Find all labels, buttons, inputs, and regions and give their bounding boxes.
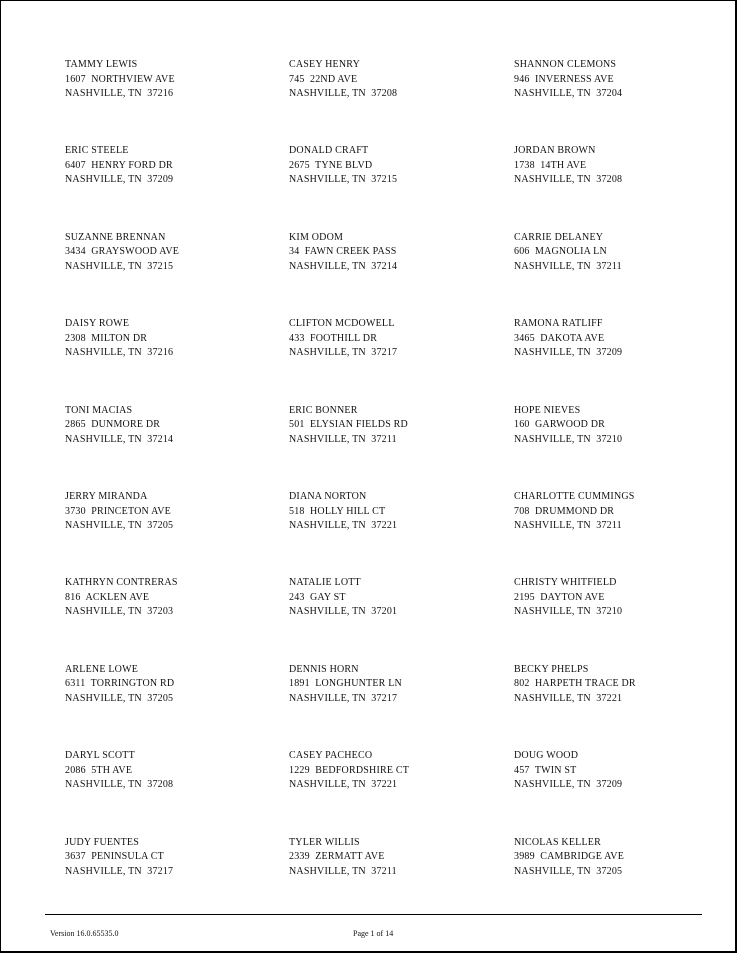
- label-name: ERIC STEELE: [65, 145, 129, 157]
- label-city: NASHVILLE, TN 37211: [514, 520, 622, 531]
- label-street: 1738 14TH AVE: [514, 159, 587, 171]
- address-label: [514, 576, 622, 620]
- label-name: DARYL SCOTT: [65, 750, 135, 762]
- label-name: JORDAN BROWN: [514, 145, 596, 157]
- label-name: CLIFTON MCDOWELL: [289, 318, 395, 330]
- address-label: [514, 317, 622, 361]
- footer-page-number: Page 1 of 14: [353, 929, 394, 938]
- label-name: NATALIE LOTT: [289, 577, 361, 589]
- address-label: [514, 58, 622, 102]
- label-street: 3730 PRINCETON AVE: [65, 505, 171, 517]
- label-city: NASHVILLE, TN 37203: [65, 606, 174, 618]
- label-street: 1891 LONGHUNTER LN: [289, 678, 402, 690]
- label-street: 501 ELYSIAN FIELDS RD: [289, 419, 408, 431]
- label-city: NASHVILLE, TN 37211: [514, 260, 622, 272]
- label-name: CHRISTY WHITFIELD: [514, 577, 617, 589]
- address-label: [289, 58, 397, 102]
- label-street: 34 FAWN CREEK PASS: [289, 246, 397, 258]
- label-city: NASHVILLE, TN 37210: [514, 433, 623, 445]
- address-label: [289, 576, 397, 620]
- label-city: NASHVILLE, TN 37221: [289, 779, 398, 791]
- label-street: 1229 BEDFORDSHIRE CT: [289, 764, 410, 776]
- label-city: NASHVILLE, TN 37221: [514, 692, 623, 704]
- label-street: 3637 PENINSULA CT: [65, 851, 164, 863]
- label-street: 3989 CAMBRIDGE AVE: [514, 851, 625, 863]
- label-street: 745 22ND AVE: [289, 73, 358, 85]
- label-street: 457 TWIN ST: [514, 764, 577, 776]
- label-name: NICOLAS KELLER: [514, 836, 601, 848]
- label-city: NASHVILLE, TN 37217: [65, 865, 174, 877]
- label-city: NASHVILLE, TN 37209: [514, 779, 623, 791]
- label-street: 2675 TYNE BLVD: [289, 159, 373, 171]
- label-street: 946 INVERNESS AVE: [514, 73, 614, 85]
- label-city: NASHVILLE, TN 37221: [289, 520, 398, 531]
- address-label: [65, 231, 179, 275]
- mailing-labels-grid: [1, 1, 735, 951]
- label-city: NASHVILLE, TN 37205: [514, 865, 623, 877]
- address-label: [514, 144, 622, 188]
- label-name: DOUG WOOD: [514, 750, 579, 762]
- label-city: NASHVILLE, TN 37216: [65, 88, 174, 99]
- label-name: DONALD CRAFT: [289, 145, 369, 157]
- address-label: [289, 231, 397, 275]
- label-name: TYLER WILLIS: [289, 836, 360, 848]
- label-name: CARRIE DELANEY: [514, 231, 604, 243]
- label-street: 816 ACKLEN AVE: [65, 591, 150, 603]
- address-label: [65, 404, 173, 448]
- label-city: NASHVILLE, TN 37217: [289, 347, 398, 359]
- label-city: NASHVILLE, TN 37215: [65, 260, 174, 272]
- label-street: 160 GARWOOD DR: [514, 419, 606, 431]
- label-name: BECKY PHELPS: [514, 663, 589, 675]
- label-city: NASHVILLE, TN 37215: [289, 174, 398, 186]
- address-label: [65, 144, 173, 188]
- label-street: 802 HARPETH TRACE DR: [514, 678, 636, 690]
- label-city: NASHVILLE, TN 37205: [65, 692, 174, 704]
- label-name: JERRY MIRANDA: [65, 491, 148, 502]
- label-street: 6311 TORRINGTON RD: [65, 678, 175, 690]
- label-name: DAISY ROWE: [65, 318, 130, 330]
- label-street: 518 HOLLY HILL CT: [289, 505, 386, 517]
- footer-version: Version 16.0.65535.0: [50, 929, 119, 938]
- label-street: 3434 GRAYSWOOD AVE: [65, 246, 180, 258]
- address-label: [65, 663, 174, 707]
- label-street: 2195 DAYTON AVE: [514, 591, 605, 603]
- label-name: SHANNON CLEMONS: [514, 59, 617, 70]
- label-name: TAMMY LEWIS: [65, 59, 138, 70]
- label-street: 243 GAY ST: [289, 591, 346, 603]
- address-label: [65, 836, 173, 880]
- label-name: ERIC BONNER: [289, 404, 358, 416]
- address-label: [289, 663, 402, 707]
- address-label: [514, 663, 636, 707]
- label-city: NASHVILLE, TN 37209: [514, 347, 623, 359]
- label-city: NASHVILLE, TN 37208: [289, 88, 398, 99]
- label-city: NASHVILLE, TN 37205: [65, 520, 174, 531]
- label-street: 2308 MILTON DR: [65, 332, 148, 344]
- address-label: [514, 490, 635, 534]
- label-city: NASHVILLE, TN 37204: [514, 88, 623, 99]
- address-label: [289, 490, 397, 534]
- label-name: KIM ODOM: [289, 231, 344, 243]
- label-street: 708 DRUMMOND DR: [514, 505, 615, 517]
- address-label: [289, 404, 408, 448]
- label-city: NASHVILLE, TN 37208: [514, 174, 623, 186]
- label-city: NASHVILLE, TN 37216: [65, 347, 174, 359]
- label-street: 3465 DAKOTA AVE: [514, 332, 605, 344]
- address-label: [65, 490, 173, 534]
- label-name: CASEY HENRY: [289, 59, 361, 70]
- label-name: TONI MACIAS: [65, 404, 133, 416]
- label-name: DIANA NORTON: [289, 491, 367, 502]
- label-city: NASHVILLE, TN 37214: [289, 260, 398, 272]
- address-label: [289, 836, 397, 880]
- label-city: NASHVILLE, TN 37217: [289, 692, 398, 704]
- address-label: [514, 404, 622, 448]
- label-city: NASHVILLE, TN 37201: [289, 606, 398, 618]
- label-name: DENNIS HORN: [289, 663, 359, 675]
- label-name: KATHRYN CONTRERAS: [65, 577, 178, 589]
- label-street: 6407 HENRY FORD DR: [65, 159, 173, 171]
- address-label: [289, 749, 409, 793]
- label-street: 1607 NORTHVIEW AVE: [65, 73, 175, 85]
- address-label: [514, 836, 624, 880]
- address-label: [289, 317, 397, 361]
- label-name: SUZANNE BRENNAN: [65, 231, 166, 243]
- label-name: HOPE NIEVES: [514, 404, 581, 416]
- address-label: [514, 231, 622, 275]
- label-street: 2865 DUNMORE DR: [65, 419, 161, 431]
- label-name: RAMONA RATLIFF: [514, 318, 603, 330]
- label-name: JUDY FUENTES: [65, 836, 139, 848]
- label-city: NASHVILLE, TN 37209: [65, 174, 174, 186]
- label-street: 2339 ZERMATT AVE: [289, 851, 385, 863]
- address-label: [65, 749, 173, 793]
- label-city: NASHVILLE, TN 37208: [65, 779, 174, 791]
- label-name: CASEY PACHECO: [289, 750, 373, 762]
- label-city: NASHVILLE, TN 37211: [289, 865, 397, 877]
- address-label: [289, 144, 397, 188]
- label-city: NASHVILLE, TN 37214: [65, 433, 174, 445]
- label-street: 2086 5TH AVE: [65, 764, 133, 776]
- label-name: CHARLOTTE CUMMINGS: [514, 491, 635, 502]
- address-label: [514, 749, 622, 793]
- label-name: ARLENE LOWE: [65, 663, 139, 675]
- label-street: 606 MAGNOLIA LN: [514, 246, 607, 258]
- address-label: [65, 58, 175, 102]
- label-city: NASHVILLE, TN 37210: [514, 606, 623, 618]
- address-label: [65, 576, 178, 620]
- label-street: 433 FOOTHILL DR: [289, 332, 378, 344]
- footer-divider: [45, 914, 702, 915]
- address-label: [65, 317, 173, 361]
- label-city: NASHVILLE, TN 37211: [289, 433, 397, 445]
